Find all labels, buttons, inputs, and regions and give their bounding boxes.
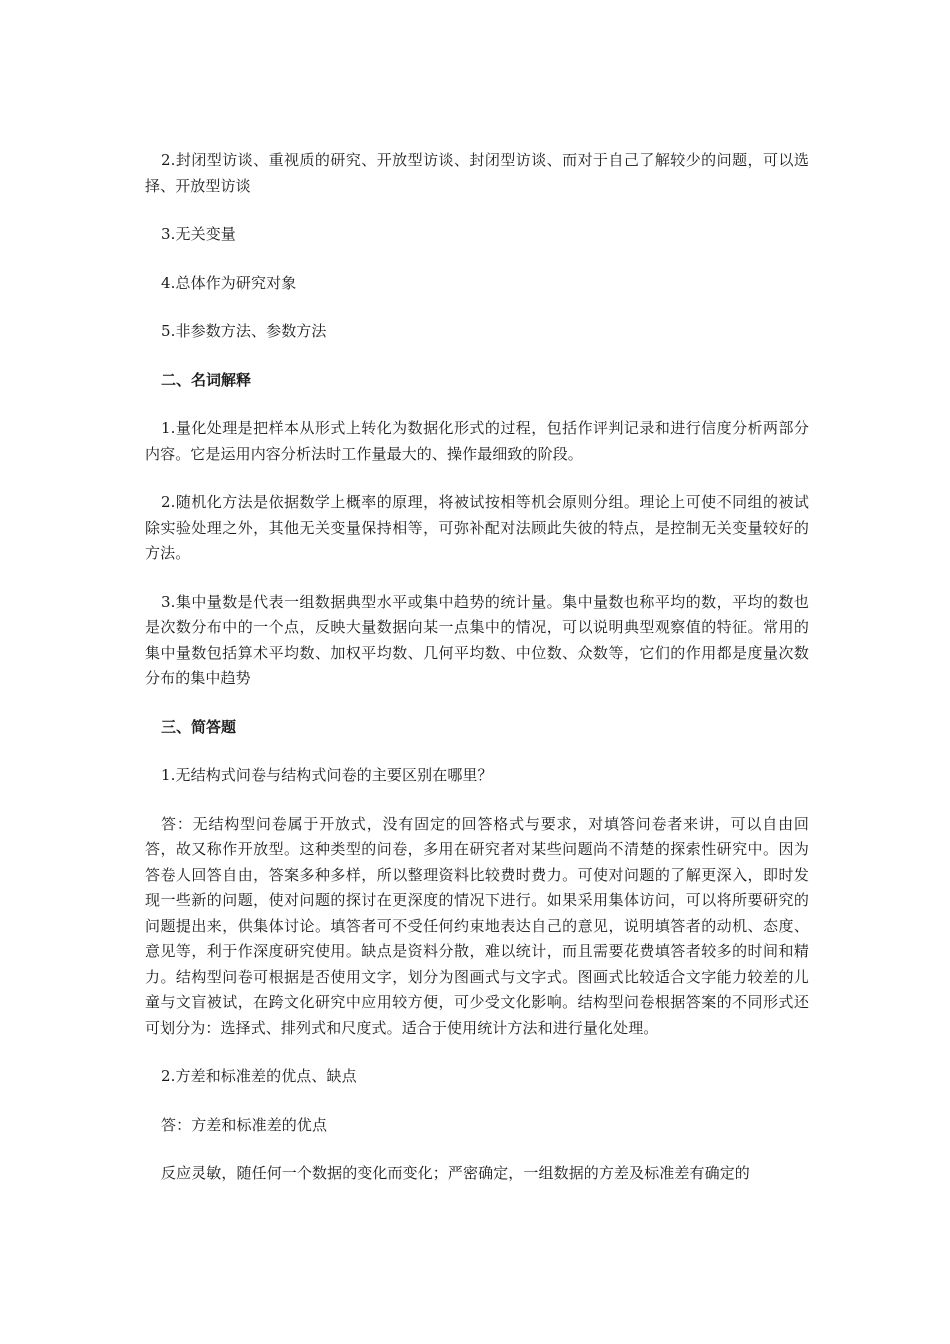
question-1: 1.无结构式问卷与结构式问卷的主要区别在哪里？ <box>161 766 493 784</box>
section-heading-terms: 二、名词解释 <box>161 370 252 389</box>
answer-fill-3: 3.无关变量 <box>161 225 236 243</box>
answer-1: 答：无结构型问卷属于开放式，没有固定的回答格式与要求，对填答问卷者来讲，可以自由回答，故又称作开放型。这种类型的问卷，多用在研究者对某些问题尚不清楚的探索性研究中。因为答卷人回答自由，答案多种多样，所以整理资料比较费时费力。可使对问题的了解更深入，即时发现一些新的问题，使对问题的探讨在更深度的情况下进行。如果采用集体访问，可以将所要研究的问题提出来，供集体讨论。填答者可不受任何约束地表达自己的意见，说明填答者的动机、态度、意见等，利于作深度研究使用。缺点是资料分散，难以统计，而且需要花费填答者较多的时间和精力。结构型问卷可根据是否使用文字，划分为图画式与文字式。图画式比较适合文字能力较差的儿童与文盲被试，在跨文化研究中应用较方便，可少受文化影响。结构型问卷根据答案的不同形式还可划分为：选择式、排列式和尺度式。适合于使用统计方法和进行量化处理。 <box>145 814 809 1037</box>
answer-2-intro: 答：方差和标准差的优点 <box>161 1115 328 1134</box>
question-2: 2.方差和标准差的优点、缺点 <box>161 1067 357 1085</box>
answer-2-body: 反应灵敏，随任何一个数据的变化而变化；严密确定，一组数据的方差及标准差有确定的 <box>161 1164 750 1182</box>
term-1: 1.量化处理是把样本从形式上转化为数据化形式的过程，包括作评判记录和进行信度分析两部分内容。它是运用内容分析法时工作量最大的、操作最细致的阶段。 <box>145 419 809 463</box>
document-page <box>145 148 809 1210</box>
answer-fill-2: 2.封闭型访谈、重视质的研究、开放型访谈、封闭型访谈、而对于自己了解较少的问题，可以选择、开放型访谈 <box>145 151 809 195</box>
term-2: 2.随机化方法是依据数学上概率的原理，将被试按相等机会原则分组。理论上可使不同组的被试除实验处理之外，其他无关变量保持相等，可弥补配对法顾此失彼的特点，是控制无关变量较好的方法。 <box>145 493 809 562</box>
term-3: 3.集中量数是代表一组数据典型水平或集中趋势的统计量。集中量数也称平均的数，平均的数也是次数分布中的一个点，反映大量数据向某一点集中的情况，可以说明典型观察值的特征。常用的集中量数包括算术平均数、加权平均数、几何平均数、中位数、众数等，它们的作用都是度量次数分布的集中趋势 <box>145 592 809 687</box>
answer-fill-4: 4.总体作为研究对象 <box>161 273 297 292</box>
answer-fill-5: 5.非参数方法、参数方法 <box>161 322 327 340</box>
section-heading-short-answer: 三、简答题 <box>161 717 237 736</box>
